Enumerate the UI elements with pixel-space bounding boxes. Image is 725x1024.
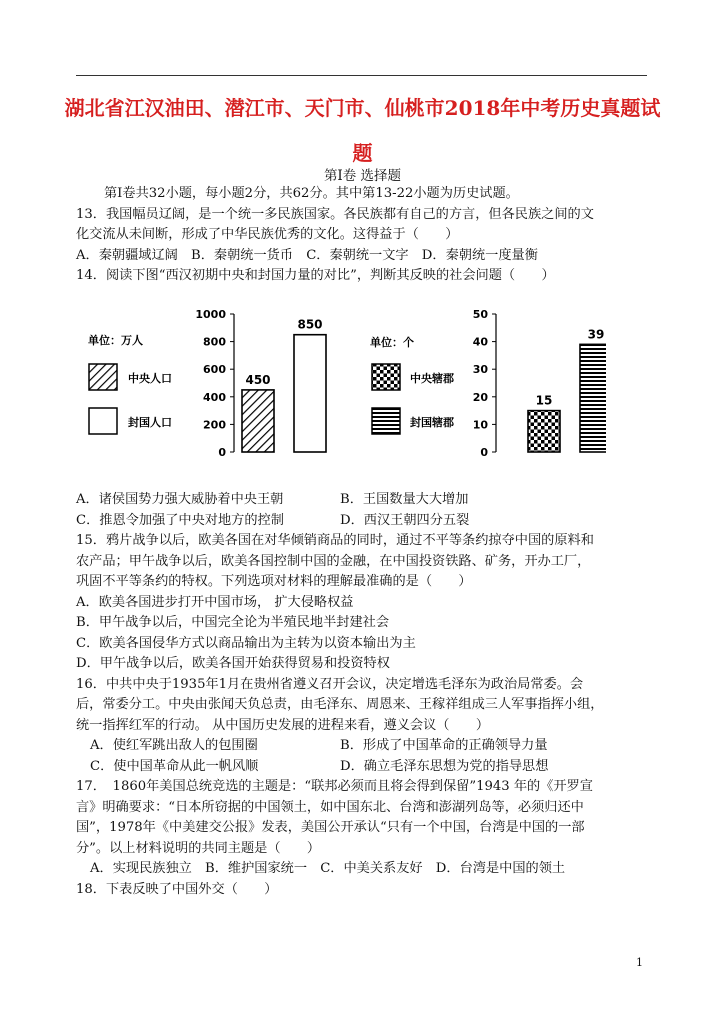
q18-stem: 18．下表反映了中国外交（ ） [76, 881, 278, 897]
q13-stem-line1: 13．我国幅员辽阔，是一个统一多民族国家。各民族都有自己的方言，但各民族之间的文 [76, 206, 594, 222]
chart1-data-label: 450 [245, 372, 271, 387]
chart2-legend-central: 中央辖郡 [410, 372, 454, 385]
chart1-legend-swatch-central [89, 364, 117, 390]
chart2-y-tick-label: 0 [480, 446, 488, 459]
q15-option-a: A．欧美各国进步打开中国市场， 扩大侵略权益 [76, 594, 354, 610]
chart2-y-tick-label: 30 [472, 363, 488, 377]
chart1-unit-label: 单位：万人 [88, 334, 143, 347]
q16-option-d: D．确立毛泽东思想为党的指导思想 [340, 758, 549, 774]
population-bar-chart [76, 300, 356, 468]
commandery-bar-chart [366, 300, 606, 468]
q17-options: A．实现民族独立 B．维护国家统一 C．中美关系友好 D．台湾是中国的领土 [90, 861, 566, 876]
chart2-y-tick-label: 50 [472, 308, 488, 321]
q16-options-row1 [76, 736, 652, 757]
chart1-y-tick-label: 0 [218, 446, 226, 459]
q17-line3: 国”，1978年《中美建交公报》发表，美国公开承认“只有一个中国，台湾是中国的一部 [76, 820, 585, 835]
q14-option-c: C．推恩令加强了中央对地方的控制 [76, 512, 284, 528]
q15-line2: 农产品；甲午战争以后，欧美各国控制中国的金融，在中国投资铁路、矿务，开办工厂， [76, 553, 591, 569]
section-heading: 第Ⅰ卷 选择题 [323, 168, 402, 184]
q14-options-row2 [76, 511, 652, 532]
page-number: 1 [636, 956, 643, 969]
q14-options-row1 [76, 490, 652, 511]
chart1-legend-central: 中央人口 [128, 372, 172, 385]
q16-option-a: A．使红军跳出敌人的包围圈 [90, 738, 258, 753]
q16-line2: 后，常委分工。中央由张闻天负总责，由毛泽东、周恩来、王稼祥组成三人军事指挥小组， [76, 697, 604, 712]
q16-options-row2 [76, 757, 652, 778]
q15-option-d: D．甲午战争以后，欧美各国开始获得贸易和投资特权 [76, 656, 390, 671]
chart2-bar-fief [580, 344, 606, 452]
chart2-y-tick-label: 10 [472, 418, 488, 432]
chart1-data-label: 850 [297, 317, 323, 332]
q14-stem: 14．阅读下图“西汉初期中央和封国力量的对比”，判断其反映的社会问题（ ） [76, 268, 555, 283]
q15-option-b: B．甲午战争以后，中国完全论为半殖民地半封建社会 [76, 615, 390, 630]
q15-line1: 15．鸦片战争以后，欧美各国在对华倾销商品的同时，通过不平等条约掠夺中国的原料和 [76, 533, 594, 548]
q15-option-c: C．欧美各国侵华方式以商品输出为主转为以资本输出为主 [76, 635, 416, 651]
chart2-legend-swatch-central [372, 364, 400, 390]
chart2-legend-fief: 封国辖郡 [410, 416, 454, 429]
chart1-bar-central [242, 390, 274, 452]
q14-option-a: A．诸侯国势力强大威胁着中央王朝 [76, 492, 284, 507]
q17-line1: 17． 1860年美国总统竞选的主题是：“联邦必须而且将会得到保留”1943 年的《开罗宣 [76, 779, 593, 794]
chart2-legend-swatch-fief [372, 408, 400, 434]
q17-line4: 分”。以上材料说明的共同主题是（ ） [76, 840, 321, 856]
chart2-bar-central [528, 411, 560, 452]
q16-line1: 16．中共中央于1935年1月在贵州省遵义召开会议，决定增选毛泽东为政治局常委。会 [76, 676, 584, 692]
questions-block-lower [76, 490, 652, 900]
q16-option-c: C．使中国革命从此一帆风顺 [90, 758, 259, 774]
chart2-data-label: 39 [587, 327, 605, 342]
q13-options: A．秦朝疆域辽阔 B．秦朝统一货币 C．秦朝统一文字 D．秦朝统一度量衡 [76, 247, 538, 263]
chart1-legend-fief: 封国人口 [128, 416, 172, 429]
chart1-legend-swatch-fief [89, 408, 117, 434]
q16-option-b: B．形成了中国革命的正确领导力量 [340, 738, 548, 753]
chart1-y-tick-label: 200 [203, 418, 226, 432]
page-title: 湖北省江汉油田、潜江市、天门市、仙桃市2018年中考历史真题试题 [64, 96, 661, 165]
questions-block-upper [76, 184, 652, 287]
chart1-y-tick-label: 1000 [195, 308, 226, 321]
q13-stem-line2: 化交流从未间断，形成了中华民族优秀的文化。这得益于（ ） [76, 227, 459, 242]
chart2-data-label: 15 [535, 393, 553, 408]
chart1-bar-fief [294, 335, 326, 452]
chart1-y-tick-label: 800 [203, 335, 226, 349]
chart1-y-tick-label: 400 [203, 390, 226, 404]
q14-option-d: D．西汉王朝四分五裂 [340, 512, 470, 528]
chart2-y-tick-label: 20 [472, 390, 488, 404]
q17-line2: 言》明确要求：“日本所窃据的中国领土，如中国东北、台湾和澎湖列岛等，必须归还中 [76, 799, 584, 815]
intro-text: 第Ⅰ卷共32小题，每小题2分，共62分。其中第13-22小题为历史试题。 [104, 186, 519, 201]
q15-line3: 巩固不平等条约的特权。下列选项对材料的理解最准确的是（ ） [76, 574, 472, 589]
q16-line3: 统一指挥红军的行动。 从中国历史发展的进程来看，遵义会议（ ） [76, 717, 490, 733]
chart1-y-tick-label: 600 [203, 363, 226, 377]
header-rule [76, 75, 647, 76]
chart2-y-tick-label: 40 [472, 335, 488, 349]
chart2-unit-label: 单位：个 [370, 336, 414, 349]
q14-option-b: B．王国数量大大增加 [340, 492, 469, 507]
